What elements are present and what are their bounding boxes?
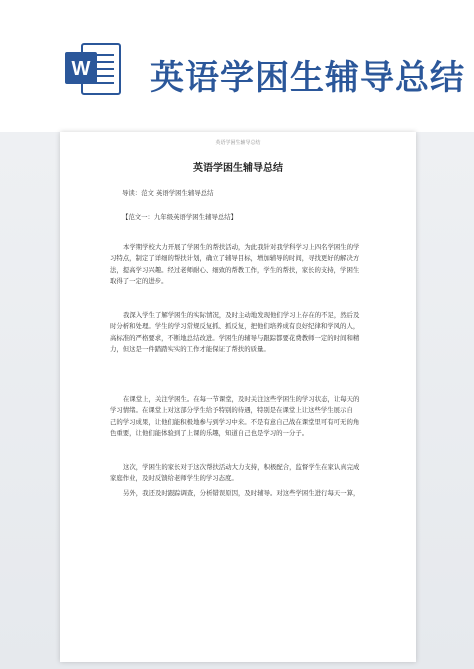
paragraph-line: 己的学习成果，让他们能积极地参与到学习中来。不是有意自己战在课堂里可有可无的角: [110, 417, 360, 426]
paragraph-line: 色重要，让他们能体验到了上课的乐趣，知道自己也是学习的一分子。: [110, 428, 309, 437]
svg-text:W: W: [71, 58, 91, 80]
paragraph-line: 学习情绪。在课堂上对这部分学生给予特别的待遇，特别是在课堂上让这些学生展示自: [110, 406, 353, 415]
guide-line: 导读：范文 英语学困生辅导总结: [122, 189, 214, 197]
paragraph-line: 在课堂上，关注学困生。在每一节课堂，及时关注这些学困生的学习状态，让每天的: [123, 395, 360, 403]
paragraph-line: 我深入学生了解学困生的实际情况，及时主动地发现他们学习上存在的不足，然后及: [123, 311, 360, 319]
paragraph-line: 高标准的严格要求，不断地总结改进。学困生的辅导与跟踪都要花费教师一定的时间和精: [110, 333, 360, 342]
paragraph-line: 家庭作业，及时反馈给老师学生的学习态度。: [110, 474, 238, 483]
banner: [0, 0, 474, 132]
paragraph-line: 取得了一定的进步。: [110, 276, 168, 285]
paragraph-5: [110, 488, 372, 499]
paragraph-line: 本学期学校大力开展了学困生的帮扶活动，为此我针对我学科学习上四名学困生的学: [123, 243, 360, 251]
section-label: 【范文一：九年级英语学困生辅导总结】: [122, 213, 238, 221]
paragraph-line: 法，提高学习兴趣。经过老师耐心、细致的帮教工作，学生的帮扶，家长的支持，学困生: [110, 265, 360, 274]
paragraph-4: [110, 462, 372, 485]
paragraph-line: 另外，我还及时跟踪调查，分析错误原因，及时辅导。对这些学困生进行每天一算，: [123, 489, 360, 497]
paragraph-3: [110, 394, 372, 439]
paragraph-line: 这次，学困生的家长对于这次帮扶活动大力支持，积极配合，监督学生在家认真完成: [123, 463, 360, 471]
paragraph-1: [110, 242, 372, 287]
paragraph-line: 习特点，制定了详细的帮扶计划，确立了辅导目标，增加辅导的时间，寻找更好的解决方: [110, 254, 360, 263]
document-page: [60, 132, 416, 662]
paragraph-line: 时分析和处理。学生的学习常规反复抓、抓反复，把他们培养成有良好纪律和学风的人，: [110, 322, 360, 331]
running-head: 英语学困生辅导总结: [215, 140, 261, 146]
paragraph-2: [110, 310, 372, 355]
paragraph-line: 力，但这是一件踏踏实实的工作才能保证了帮扶的质量。: [110, 344, 270, 353]
banner-title: 英语学困生辅导总结: [150, 58, 465, 98]
document-title: 英语学困生辅导总结: [193, 163, 283, 174]
word-document-icon: [62, 38, 124, 100]
